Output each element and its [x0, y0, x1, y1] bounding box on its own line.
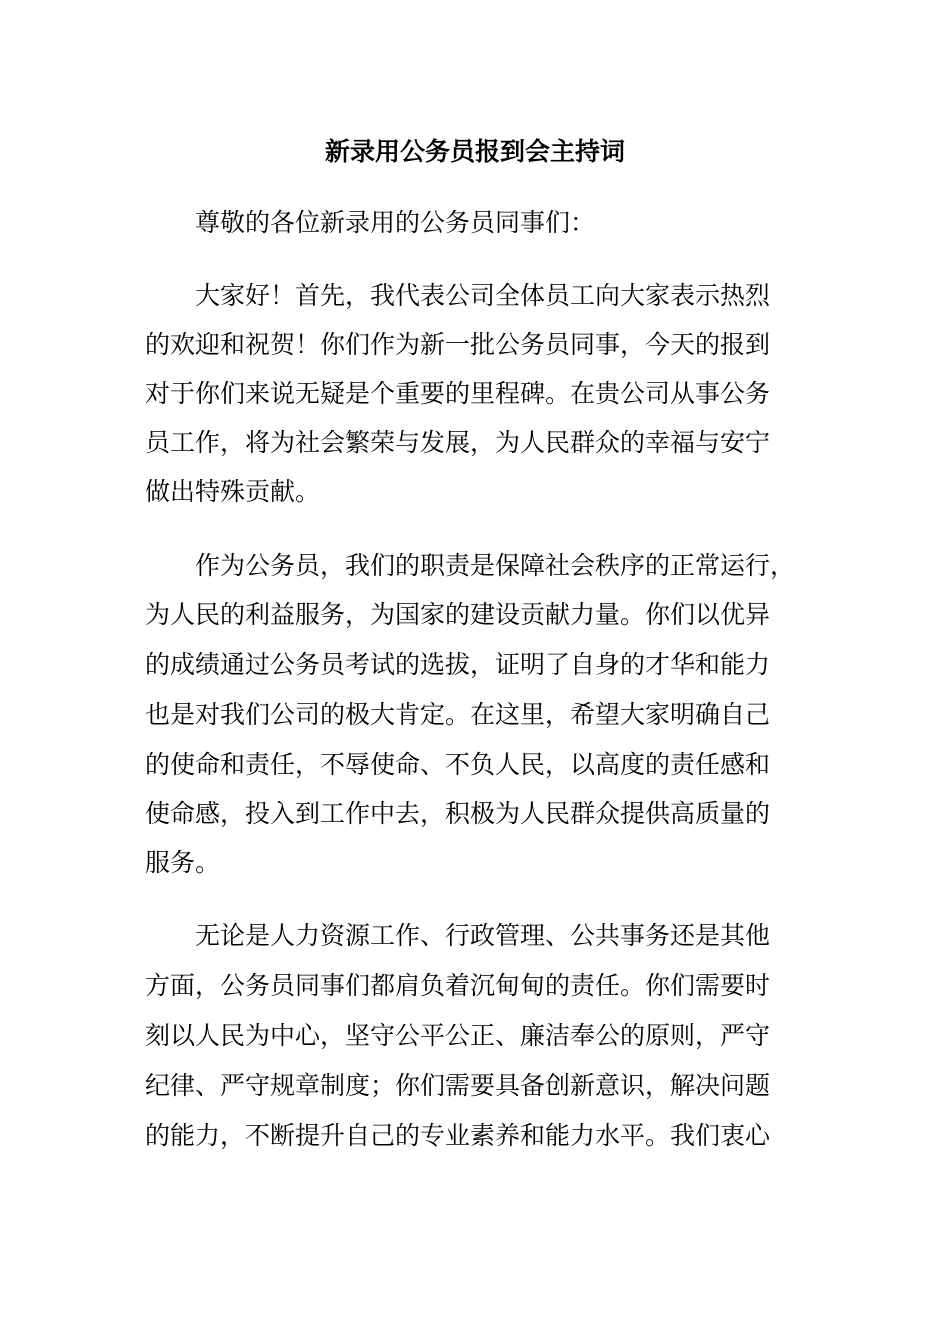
salutation: 尊敬的各位新录用的公务员同事们： — [195, 208, 596, 237]
paragraph-2-line-6: 使命感，投入到工作中去，积极为人民群众提供高质量的 — [145, 799, 771, 828]
paragraph-3-line-5: 的能力，不断提升自己的专业素养和能力水平。我们衷心 — [145, 1121, 771, 1150]
paragraph-1-line-5: 做出特殊贡献。 — [145, 477, 321, 506]
paragraph-2-line-3: 的成绩通过公务员考试的选拔，证明了自身的才华和能力 — [145, 650, 771, 679]
paragraph-2-line-2: 为人民的利益服务，为国家的建设贡献力量。你们以优异 — [145, 600, 771, 629]
paragraph-1-line-4: 员工作，将为社会繁荣与发展，为人民群众的幸福与安宁 — [145, 428, 771, 457]
document-title: 新录用公务员报到会主持词 — [324, 137, 625, 166]
paragraph-2-line-1: 作为公务员，我们的职责是保障社会秩序的正常运行， — [195, 551, 796, 580]
paragraph-1-line-2: 的欢迎和祝贺！你们作为新一批公务员同事，今天的报到 — [145, 330, 771, 359]
paragraph-2-line-7: 服务。 — [145, 848, 221, 877]
paragraph-3-line-3: 刻以人民为中心，坚守公平公正、廉洁奉公的原则，严守 — [145, 1021, 771, 1050]
paragraph-1-line-3: 对于你们来说无疑是个重要的里程碑。在贵公司从事公务 — [145, 379, 771, 408]
paragraph-2-line-5: 的使命和责任，不辱使命、不负人民，以高度的责任感和 — [145, 750, 771, 779]
paragraph-3-line-4: 纪律、严守规章制度；你们需要具备创新意识，解决问题 — [145, 1071, 771, 1100]
paragraph-2-line-4: 也是对我们公司的极大肯定。在这里，希望大家明确自己 — [145, 700, 771, 729]
paragraph-1-line-1: 大家好！首先，我代表公司全体员工向大家表示热烈 — [195, 281, 771, 310]
paragraph-3-line-1: 无论是人力资源工作、行政管理、公共事务还是其他 — [195, 921, 771, 950]
paragraph-3-line-2: 方面，公务员同事们都肩负着沉甸甸的责任。你们需要时 — [145, 971, 771, 1000]
